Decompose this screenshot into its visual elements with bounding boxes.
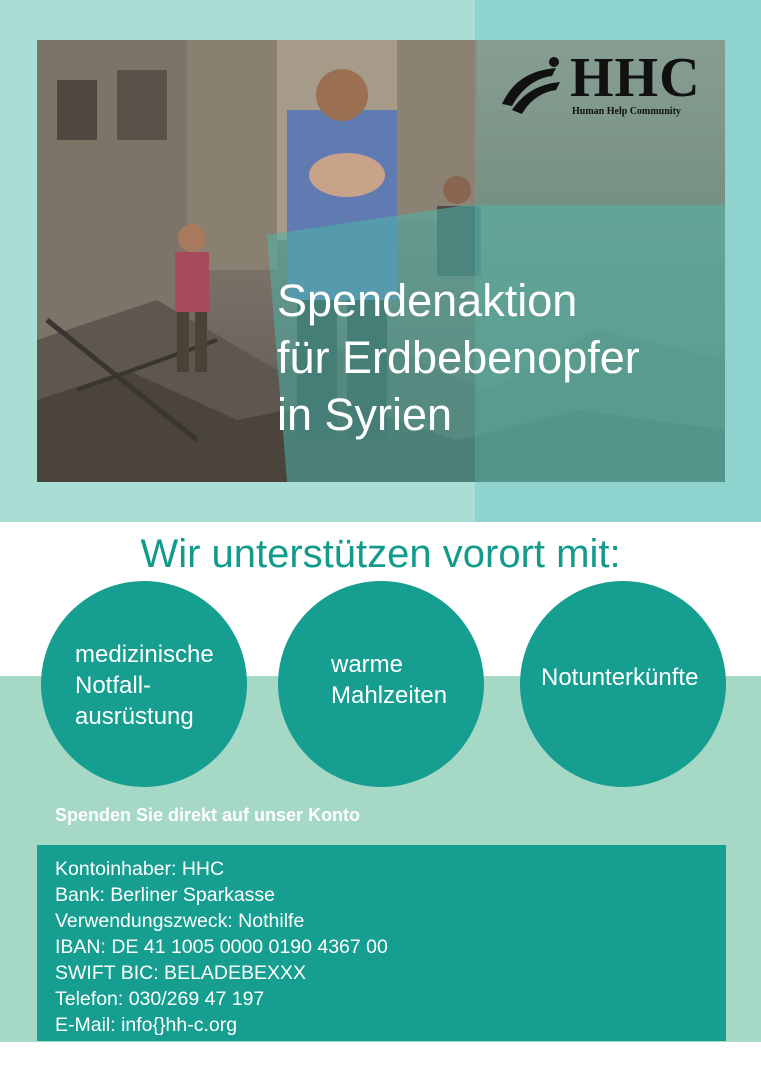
account-details: [55, 856, 388, 1038]
account-bank: Bank: Berliner Sparkasse: [55, 884, 276, 906]
account-holder: Kontoinhaber: HHC: [55, 858, 225, 880]
support-heading: Wir unterstützen vorort mit:: [140, 532, 621, 576]
hands-logo-icon: [494, 48, 570, 124]
support-item-meals-line-1: warme: [331, 651, 404, 678]
account-purpose: Verwendungszweck: Nothilfe: [55, 910, 305, 932]
account-phone[interactable]: Telefon: 030/269 47 197: [55, 988, 265, 1010]
headline-line-3: in Syrien: [277, 389, 453, 440]
donate-heading: Spenden Sie direkt auf unser Konto: [55, 805, 361, 825]
support-item-meals-line-2: Mahlzeiten: [331, 682, 448, 709]
brand-subtitle: Human Help Community: [572, 106, 681, 117]
headline-line-1: Spendenaktion: [277, 275, 578, 326]
support-item-shelter: Notunterkünfte: [541, 664, 699, 691]
support-item-medical-line-3: ausrüstung: [75, 703, 194, 730]
campaign-headline: [277, 272, 747, 443]
footer-strip: [0, 1042, 761, 1080]
account-swift[interactable]: SWIFT BIC: BELADEBEXXX: [55, 962, 307, 984]
support-item-meals: [331, 649, 447, 711]
brand-name: HHC: [570, 47, 701, 109]
support-item-medical: [75, 639, 214, 732]
account-iban[interactable]: IBAN: DE 41 1005 0000 0190 4367 00: [55, 936, 388, 958]
support-item-medical-line-1: medizinische: [75, 641, 214, 668]
account-email[interactable]: E-Mail: info{}hh-c.org: [55, 1014, 238, 1036]
headline-line-2: für Erdbebenopfer: [277, 332, 640, 383]
support-item-medical-line-2: Notfall-: [75, 672, 152, 699]
